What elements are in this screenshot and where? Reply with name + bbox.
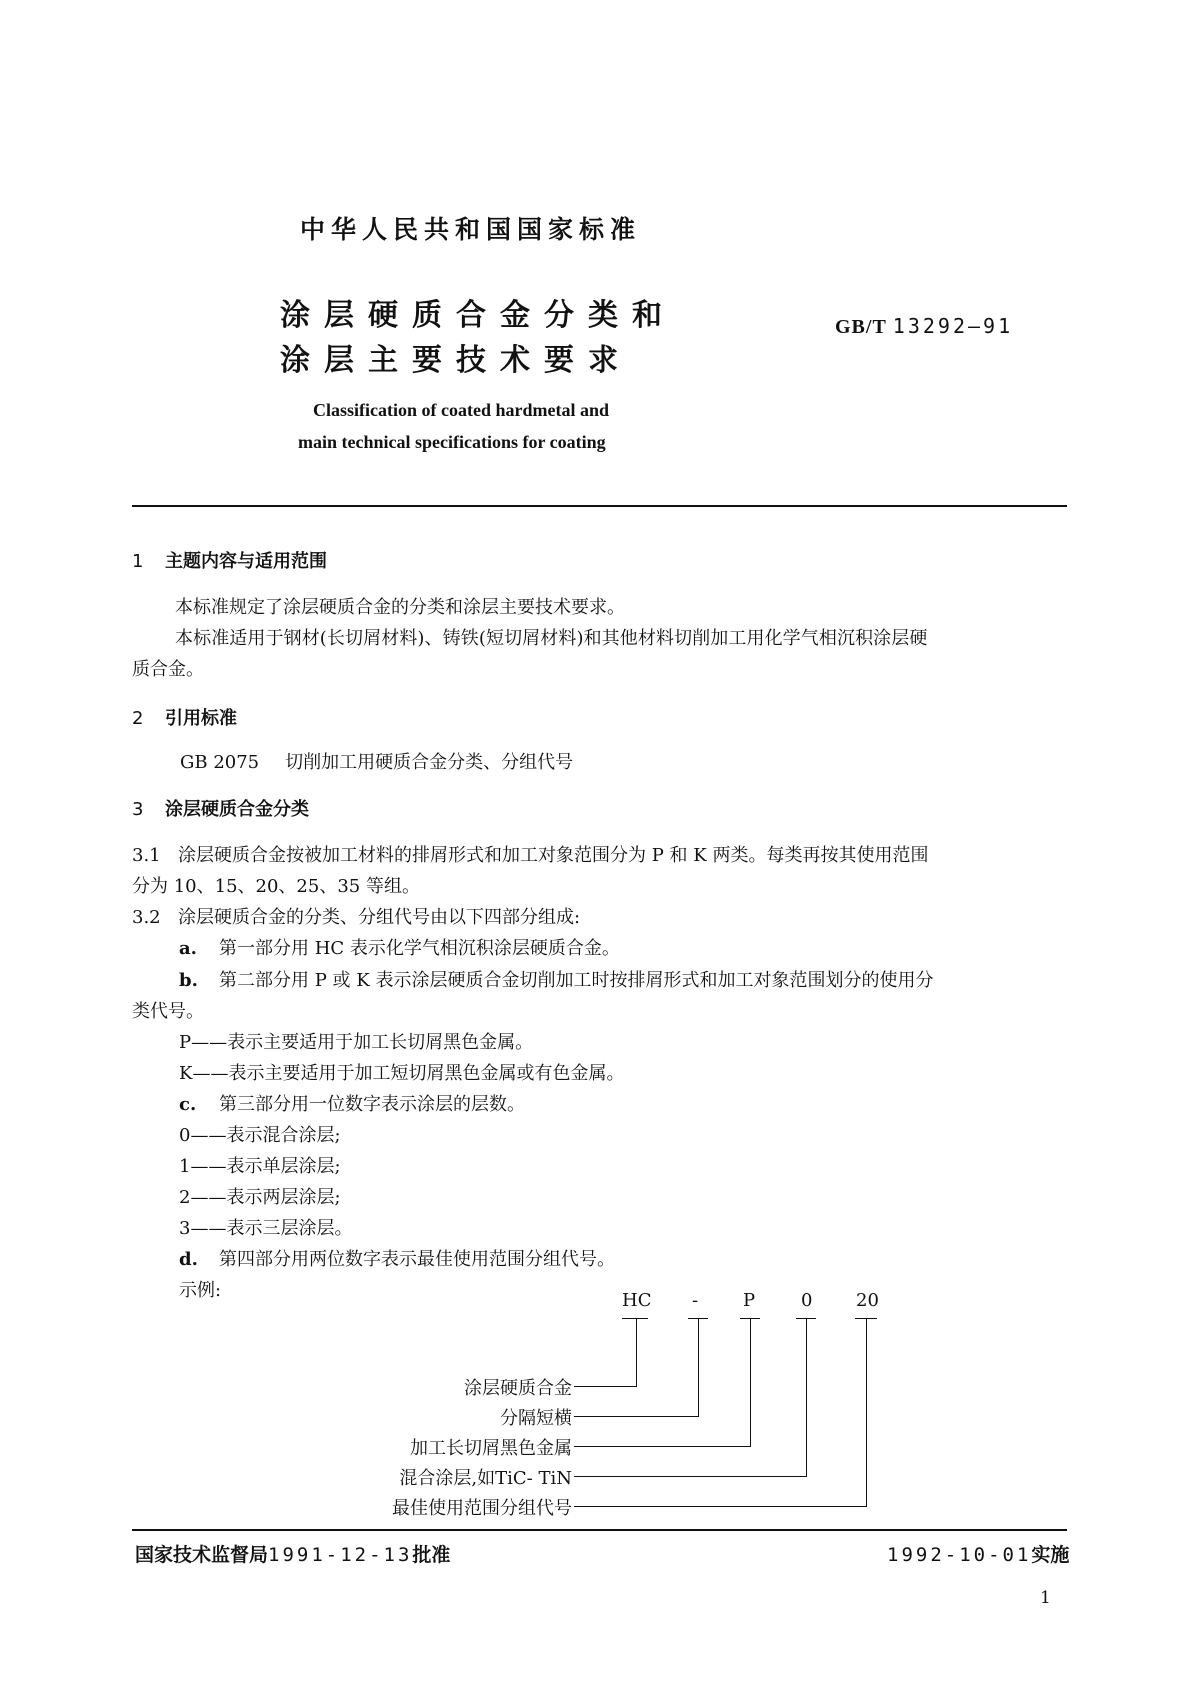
p-definition: P——表示主要适用于加工长切屑黑色金属。: [179, 1032, 534, 1053]
leader-p: [574, 1446, 751, 1447]
section-3-heading: [132, 795, 309, 821]
section-2-reference: [180, 748, 573, 774]
approval-org: 国家技术监督局: [135, 1544, 269, 1566]
item-c: [179, 1090, 525, 1116]
section-3-number: 3: [132, 799, 144, 820]
example-label: 示例:: [179, 1280, 222, 1301]
title-cn-line-1: 涂层硬质合金分类和: [280, 298, 676, 333]
standard-code-number: 13292—91: [892, 314, 1014, 338]
item-d-marker: d.: [179, 1249, 198, 1270]
standard-code: [835, 314, 1013, 339]
section-2-heading: [132, 704, 237, 730]
stem-dash: [698, 1318, 699, 1416]
stem-p: [750, 1318, 751, 1446]
item-b-line-2: 类代号。: [132, 1001, 204, 1022]
item-c-text: 第三部分用一位数字表示涂层的层数。: [219, 1094, 525, 1115]
tick-hc: [622, 1318, 648, 1319]
code-hc: HC: [622, 1290, 652, 1311]
reference-title: 切削加工用硬质合金分类、分组代号: [285, 752, 574, 773]
title-en-line-2: main technical specifications for coating: [298, 432, 606, 452]
clause-3-1-text: 涂层硬质合金按被加工材料的排屑形式和加工对象范围分为 P 和 K 两类。每类再按其使用范围: [178, 845, 929, 866]
label-mixed-coating: 混合涂层,如TiC- TiN: [399, 1468, 572, 1489]
stem-0: [806, 1318, 807, 1476]
item-a-marker: a.: [179, 938, 197, 959]
title-cn-line-2: 涂层主要技术要求: [280, 343, 632, 378]
clause-3-1-line-1: [132, 841, 928, 867]
leader-hc: [574, 1386, 637, 1387]
stem-20: [866, 1318, 867, 1506]
item-d: [179, 1245, 615, 1271]
clause-3-2: [132, 903, 580, 929]
layer-2-definition: 2——表示两层涂层;: [179, 1187, 341, 1208]
stem-hc: [636, 1318, 637, 1386]
layer-1-definition: 1——表示单层涂层;: [179, 1156, 341, 1177]
national-standard-heading: 中华人民共和国国家标准: [300, 215, 642, 244]
layer-3-definition: 3——表示三层涂层。: [179, 1218, 353, 1239]
label-separator: 分隔短横: [500, 1408, 572, 1429]
item-d-text: 第四部分用两位数字表示最佳使用范围分组代号。: [219, 1249, 615, 1270]
top-divider: [132, 505, 1067, 507]
code-0: 0: [801, 1290, 813, 1311]
approval-line: [135, 1540, 450, 1567]
effective-line: [887, 1540, 1069, 1567]
effective-date: 1992-10-01: [887, 1544, 1032, 1566]
clause-3-2-number: 3.2: [132, 907, 161, 928]
item-c-marker: c.: [179, 1094, 197, 1115]
item-a: [179, 934, 620, 960]
code-p: P: [743, 1290, 756, 1311]
item-a-text: 第一部分用 HC 表示化学气相沉积涂层硬质合金。: [219, 938, 620, 959]
section-1-para-2-line-1: 本标准适用于钢材(长切屑材料)、铸铁(短切屑材料)和其他材料切削加工用化学气相沉积涂层硬: [175, 628, 928, 649]
clause-3-1-line-2: 分为 10、15、20、25、35 等组。: [132, 876, 420, 897]
page-number: 1: [1040, 1588, 1051, 1608]
approval-suffix: 批准: [412, 1544, 451, 1566]
reference-code: GB 2075: [180, 752, 260, 773]
title-en-line-1: Classification of coated hardmetal and: [313, 400, 609, 420]
section-1-para-1: 本标准规定了涂层硬质合金的分类和涂层主要技术要求。: [175, 597, 625, 618]
section-1-para-2-line-2: 质合金。: [132, 659, 204, 680]
clause-3-1-number: 3.1: [132, 845, 161, 866]
section-2-title: 引用标准: [165, 708, 237, 729]
label-best-range-group: 最佳使用范围分组代号: [392, 1498, 572, 1519]
leader-dash: [574, 1416, 699, 1417]
layer-0-definition: 0——表示混合涂层;: [179, 1125, 341, 1146]
code-20: 20: [856, 1290, 879, 1311]
code-dash: -: [692, 1290, 699, 1311]
bottom-divider: [132, 1529, 1067, 1531]
section-2-number: 2: [132, 708, 144, 729]
item-b-marker: b.: [179, 970, 198, 991]
leader-20: [574, 1506, 867, 1507]
effective-suffix: 实施: [1031, 1544, 1070, 1566]
k-definition: K——表示主要适用于加工短切屑黑色金属或有色金属。: [179, 1063, 625, 1084]
section-1-title: 主题内容与适用范围: [165, 551, 327, 572]
item-b-text: 第二部分用 P 或 K 表示涂层硬质合金切削加工时按排屑形式和加工对象范围划分的使用分: [219, 970, 934, 991]
section-1-number: 1: [132, 551, 144, 572]
clause-3-2-text: 涂层硬质合金的分类、分组代号由以下四部分组成:: [178, 907, 581, 928]
item-b-line-1: [179, 966, 933, 992]
section-3-title: 涂层硬质合金分类: [165, 799, 309, 820]
label-coated-hardmetal: 涂层硬质合金: [464, 1378, 572, 1399]
section-1-heading: [132, 547, 327, 573]
leader-0: [574, 1476, 807, 1477]
standard-code-prefix: GB/T: [835, 316, 887, 338]
approval-date: 1991-12-13: [268, 1544, 413, 1566]
label-long-chip-ferrous: 加工长切屑黑色金属: [410, 1438, 572, 1459]
